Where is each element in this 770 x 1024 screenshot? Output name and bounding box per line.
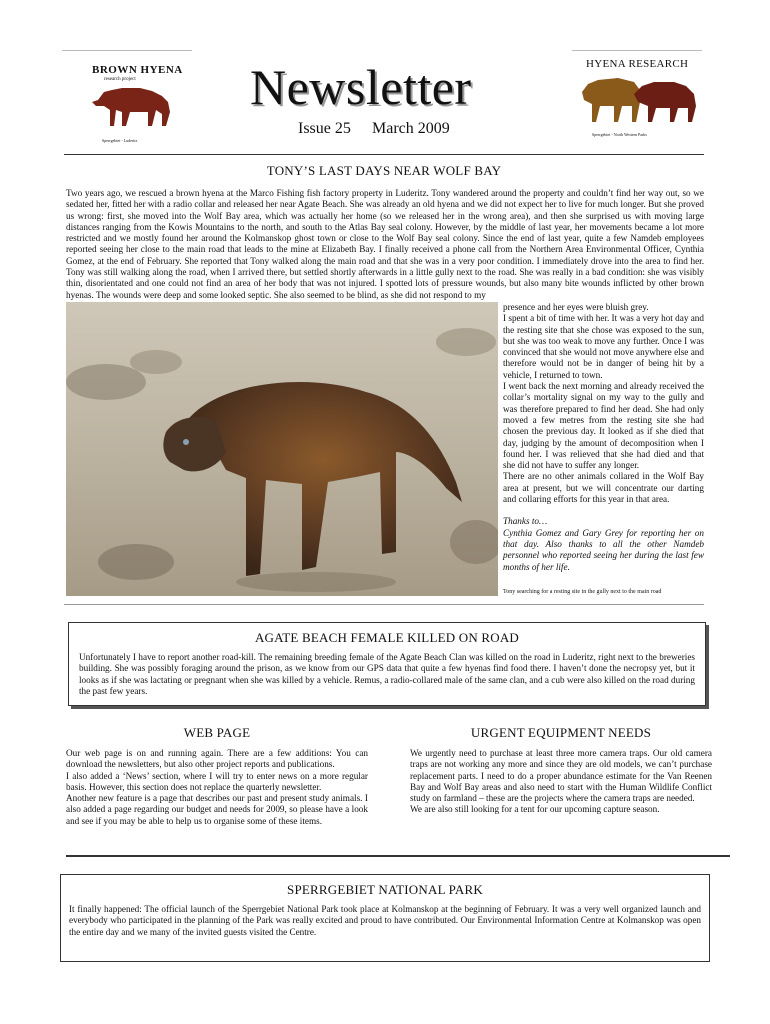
article-paragraph: We urgently need to purchase at least three more camera traps. Our old camera traps are not working any more and since they are old models, we can’t purchase replacement parts. I need to do a proper abundance estimate for the Van Reenen Bay and Wolf Bay areas and also need to start with the Human Wildlife Conflict study on farmland – these are the projects where the camera traps are needed. bbox=[410, 748, 712, 804]
side-paragraph: I went back the next morning and already received the collar’s mortality signal on my way to the gully and was therefore prepared to find her dead. She had only moved a few metres from the resting site she had chosen the previous day. It looked as if she died that day, judging by the amount of decomposition when I found her. I was relieved that she had died and that she did not have to suffer any longer. bbox=[503, 381, 704, 471]
left-logo-place: Sperrgebiet - Luderitz bbox=[102, 138, 138, 143]
right-logo-place: Sperrgebiet - North Western Parks bbox=[592, 132, 647, 137]
hyena-silhouette-icon bbox=[90, 82, 180, 132]
article-paragraph: I also added a ‘News’ section, where I will try to enter news on a more regular basis. However, this section does not replace the quarterly newsletter. bbox=[66, 770, 368, 792]
side-paragraph: There are no other animals collared in the Wolf Bay area at present, but we will concentrate our darting and collaring efforts for this year in that area. bbox=[503, 471, 704, 505]
left-logo-sub: research project bbox=[104, 77, 136, 82]
hyenas-silhouette-icon bbox=[578, 72, 700, 128]
hyena-research-logo bbox=[572, 48, 702, 148]
article-side-column bbox=[503, 302, 704, 598]
article-heading: TONY’S LAST DAYS NEAR WOLF BAY bbox=[266, 163, 502, 178]
article-heading: SPERRGEBIET NATIONAL PARK bbox=[287, 882, 483, 897]
article-heading: URGENT EQUIPMENT NEEDS bbox=[470, 725, 652, 740]
page-title: Newsletter bbox=[250, 59, 472, 115]
hyena-photo-image bbox=[66, 302, 498, 596]
sperrgebiet-box bbox=[60, 874, 710, 962]
article-body: Unfortunately I have to report another road-kill. The remaining breeding female of the Agate Beach Clan was killed on the road in Luderitz, right next to the breweries building. She was possibly foraging around the prison, as we know from our GPS data that quite a few hyenas find food there. I haven’t done the necropsy yet, but it looks as if she was lactating or pregnant when she was killed by a vehicle. Remus, a radio-collared male of the same clan, and a cub were also killed on the road during the past few years. bbox=[79, 652, 695, 696]
brown-hyena-logo bbox=[62, 48, 192, 148]
web-page-body bbox=[66, 748, 368, 827]
thanks-text: Cynthia Gomez and Gary Grey for reporting her on that day. Also thanks to all the other Namdeb personnel who reported seeing her during the last few months of her life. bbox=[503, 527, 704, 572]
section-divider bbox=[66, 855, 730, 857]
equipment-body bbox=[410, 748, 712, 816]
article-body: It finally happened: The official launch of the Sperrgebiet National Park took place at Kolmanskop at the beginning of February. It was a very well organized launch and everybody who participated in the planning of the Park was really excited and proud to have contributed. Our Environmental Information Centre at Kolmanskop was open the entire day and we many of the invited guests visited the Centre. bbox=[69, 904, 701, 937]
article-body bbox=[66, 188, 704, 301]
section-divider bbox=[64, 604, 704, 605]
article-paragraph: Another new feature is a page that describes our past and present study animals. I also added a page regarding our budget and needs for 2009, so please have a look and see if you may be able to help us to organise some of these items. bbox=[66, 793, 368, 826]
hyena-photo bbox=[66, 302, 498, 596]
article-paragraph: We are also still looking for a tent for our upcoming capture season. bbox=[410, 804, 660, 815]
left-logo-text: BROWN HYENA bbox=[92, 64, 183, 76]
article-heading: AGATE BEACH FEMALE KILLED ON ROAD bbox=[254, 630, 520, 645]
header-divider bbox=[64, 154, 704, 155]
photo-caption: Tony searching for a resting site in the gully next to the main road bbox=[503, 588, 662, 595]
article-paragraph: Two years ago, we rescued a brown hyena at the Marco Fishing fish factory property in Luderitz. Tony wandered around the property and couldn’t find her way out, so we sedated her, fitted her with a radio collar and released her near Agate Beach. She was already an old hyena and we did not expect her to live for much longer. But she proved us wrong: first, she moved into the Wolf Bay area, which was actually her home (so we released her in the wrong area), and then she surprised us with moving large distances ranging from the Kowis Mountains to the north, and south to the Atlas Bay seal colony. However, by the middle of last year, her movements became a lot more restricted and we mostly found her around the Kolmanskop ghost town or close to the Wolf Bay seal colony. Since the end of last year, quite a few Namdeb employees reported seeing her close to the main road that leads to the mine at Elizabeth Bay. I finally received a phone call from the Northern Area Environmental Officer, Cynthia Gomez, at the end of February. She reported that Tony walked along the main road and that she was in a very poor condition. I immediately drove into the area to find her. Tony was still walking along the road, when I arrived there, but settled shortly afterwards in a little gully next to the road. She was really in a bad condition: she was visibly thin, disorientated and one could not find an area of her body that was not injured. I spotted lots of pressure wounds, but also many bite wounds inflicted by other brown hyenas. The wounds were deep and some looked septic. She also seemed to be blind, as she did not respond to my bbox=[66, 188, 704, 300]
article-heading: WEB PAGE bbox=[183, 725, 251, 740]
side-paragraph: presence and her eyes were bluish grey. bbox=[503, 302, 649, 312]
side-paragraph: I spent a bit of time with her. It was a very hot day and the resting site that she chose was exposed to the sun, but she was too weak to move any further. Once I was convinced that she would not move anywhere else and therefore would not be in danger of being hit by a vehicle, I returned to town. bbox=[503, 313, 704, 380]
thanks-heading: Thanks to… bbox=[503, 516, 548, 527]
article-paragraph: Our web page is on and running again. There are a few additions: You can download the newsletters, but also other project reports and publications. bbox=[66, 748, 368, 770]
agate-beach-box bbox=[68, 622, 706, 706]
right-logo-text: HYENA RESEARCH bbox=[586, 58, 689, 70]
issue-date: March 2009 bbox=[372, 120, 450, 137]
issue-number: Issue 25 bbox=[298, 120, 351, 137]
